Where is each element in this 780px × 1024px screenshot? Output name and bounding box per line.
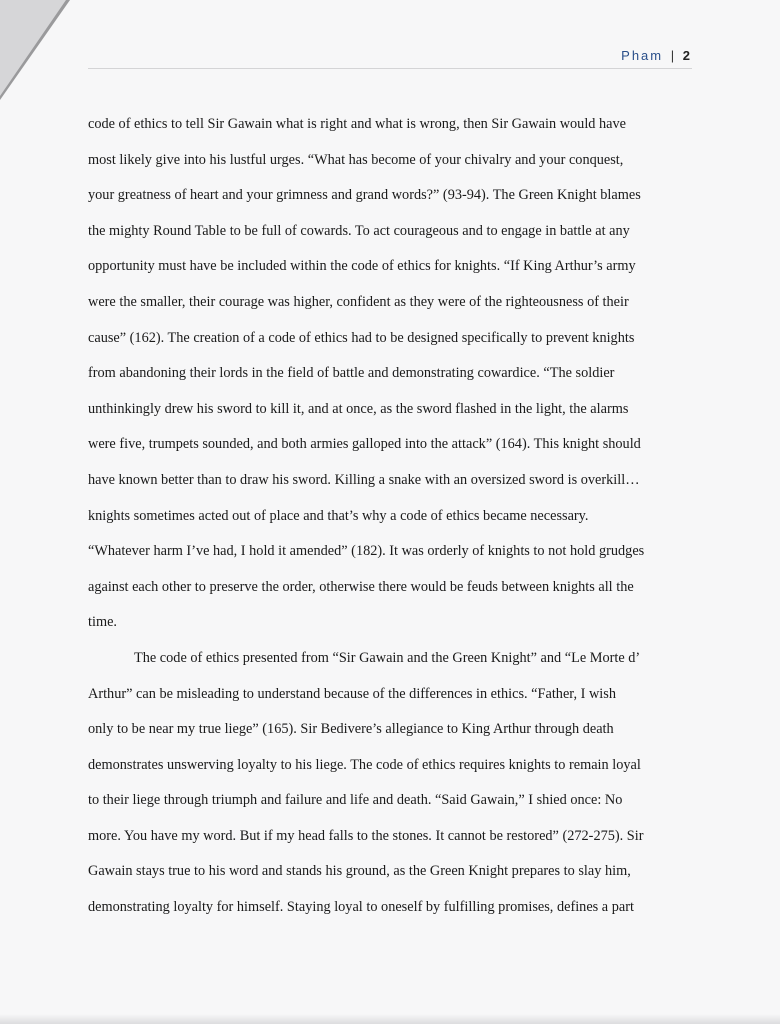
text-line: code of ethics to tell Sir Gawain what is right and what is wrong, then Sir Gawain would have [88, 116, 627, 132]
text-line: most likely give into his lustful urges. “What has become of your chivalry and your conquest, [88, 151, 624, 168]
text-line: were the smaller, their courage was higher, confident as they were of the righteousness of their [88, 293, 629, 310]
text-line: against each other to preserve the order, otherwise there would be feuds between knights all the [88, 578, 634, 595]
text-line: from abandoning their lords in the field of battle and demonstrating cowardice. “The soldier [88, 365, 615, 382]
text-line: the mighty Round Table to be full of cowards. To act courageous and to engage in battle at any [88, 222, 630, 239]
text-line: The code of ethics presented from “Sir Gawain and the Green Knight” and “Le Morte d’ [134, 649, 641, 666]
text-line: knights sometimes acted out of place and that’s why a code of ethics became necessary. [88, 507, 589, 524]
text-line: Gawain stays true to his word and stands his ground, as the Green Knight prepares to slay him, [88, 863, 631, 880]
text-line: “Whatever harm I’ve had, I hold it amended” (182). It was orderly of knights to not hold grudges [88, 543, 645, 560]
page-number: 2 [682, 48, 690, 63]
body-text [88, 107, 698, 926]
text-line: more. You have my word. But if my head falls to the stones. It cannot be restored” (272-275). Sir [88, 827, 644, 844]
text-line: opportunity must have be included within the code of ethics for knights. “If King Arthur’s army [88, 258, 636, 275]
text-line: were five, trumpets sounded, and both armies galloped into the attack” (164). This knight should [88, 436, 641, 453]
text-line: demonstrates unswerving loyalty to his liege. The code of ethics requires knights to remain loyal [88, 756, 641, 773]
page-bottom-edge [0, 1014, 780, 1024]
text-line: have known better than to draw his sword. Killing a snake with an oversized sword is overkill… [88, 471, 640, 488]
text-line: Arthur” can be misleading to understand because of the differences in ethics. “Father, I wish [88, 685, 616, 702]
text-line: cause” (162). The creation of a code of ethics had to be designed specifically to prevent knights [88, 329, 635, 346]
text-line: to their liege through triumph and failure and life and death. “Said Gawain,” I shied once: No [88, 792, 623, 809]
text-line: time. [88, 614, 117, 631]
author-name: Pham [621, 48, 664, 63]
paragraph-1 [88, 107, 698, 641]
text-line: only to be near my true liege” (165). Sir Bedivere’s allegiance to King Arthur through death [88, 721, 614, 738]
text-line: your greatness of heart and your grimness and grand words?” (93-94). The Green Knight blames [88, 187, 641, 204]
text-line: demonstrating loyalty for himself. Staying loyal to oneself by fulfilling promises, defines a part [88, 899, 634, 916]
paragraph-2 [88, 641, 698, 926]
folded-corner-inner [0, 0, 66, 96]
header-rule [88, 68, 692, 69]
header-separator: | [670, 48, 675, 63]
page-header [621, 48, 690, 63]
text-line: unthinkingly drew his sword to kill it, and at once, as the sword flashed in the light, the alarms [88, 400, 629, 417]
